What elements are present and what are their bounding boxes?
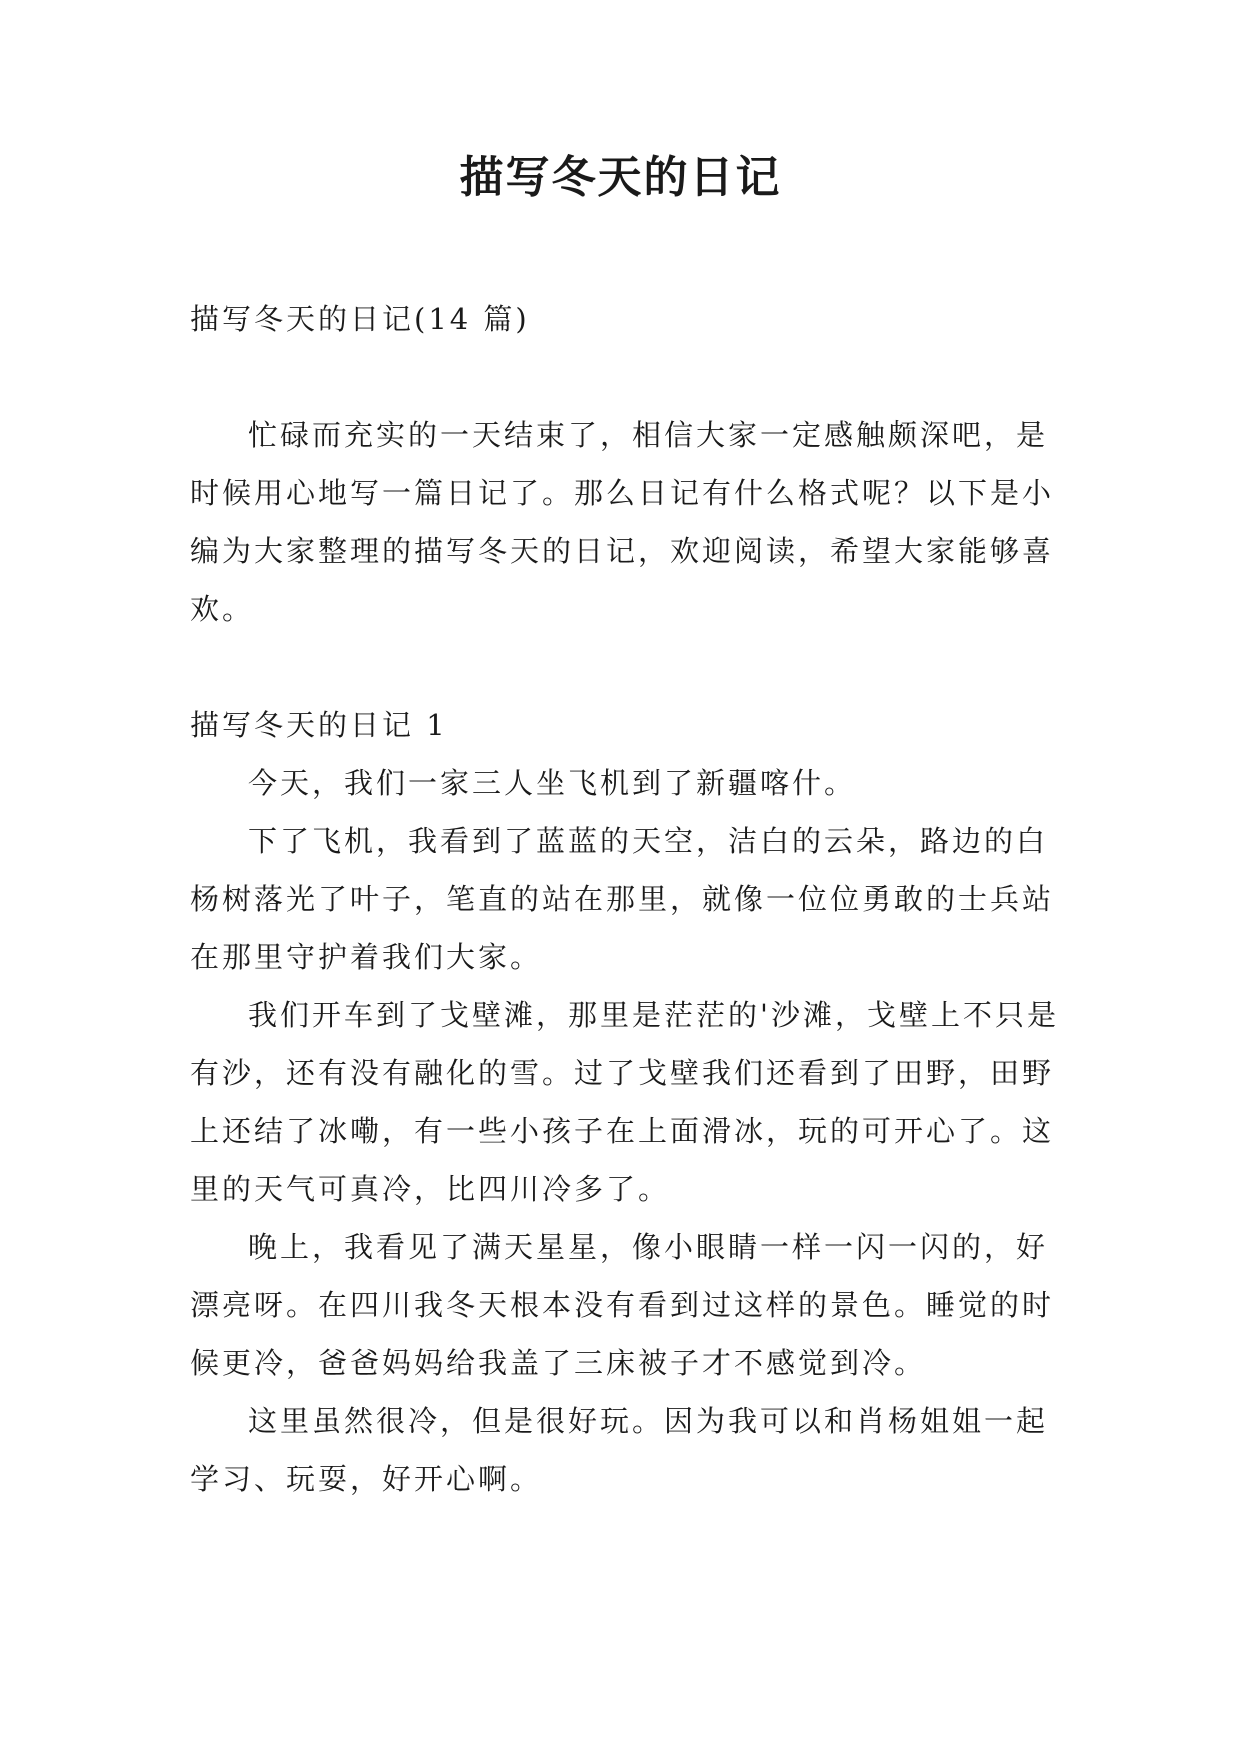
body-paragraph: 今天，我们一家三人坐飞机到了新疆喀什。 (248, 766, 857, 800)
document-body (190, 290, 1070, 1508)
section-heading: 描写冬天的日记 1 (190, 708, 448, 742)
intro-paragraph: 忙碌而充实的一天结束了，相信大家一定感触颇深吧，是时候用心地写一篇日记了。那么日记有什么格式呢？以下是小编为大家整理的描写冬天的日记，欢迎阅读，希望大家能够喜欢。 (190, 418, 1055, 626)
document-title: 描写冬天的日记 (459, 152, 782, 203)
body-paragraph: 我们开车到了戈壁滩，那里是茫茫的'沙滩，戈壁上不只是有沙，还有没有融化的雪。过了戈壁我们还看到了田野，田野上还结了冰嘞，有一些小孩子在上面滑冰，玩的可开心了。这里的天气可真冷，比四川冷多了。 (190, 998, 1059, 1206)
document-subtitle: 描写冬天的日记(14 篇) (190, 302, 530, 336)
body-paragraph: 晚上，我看见了满天星星，像小眼睛一样一闪一闪的，好漂亮呀。在四川我冬天根本没有看到过这样的景色。睡觉的时候更冷，爸爸妈妈给我盖了三床被子才不感觉到冷。 (190, 1230, 1055, 1380)
body-paragraph: 这里虽然很冷，但是很好玩。因为我可以和肖杨姐姐一起学习、玩耍，好开心啊。 (190, 1404, 1049, 1496)
body-paragraph: 下了飞机，我看到了蓝蓝的天空，洁白的云朵，路边的白杨树落光了叶子，笔直的站在那里，就像一位位勇敢的士兵站在那里守护着我们大家。 (190, 824, 1055, 974)
